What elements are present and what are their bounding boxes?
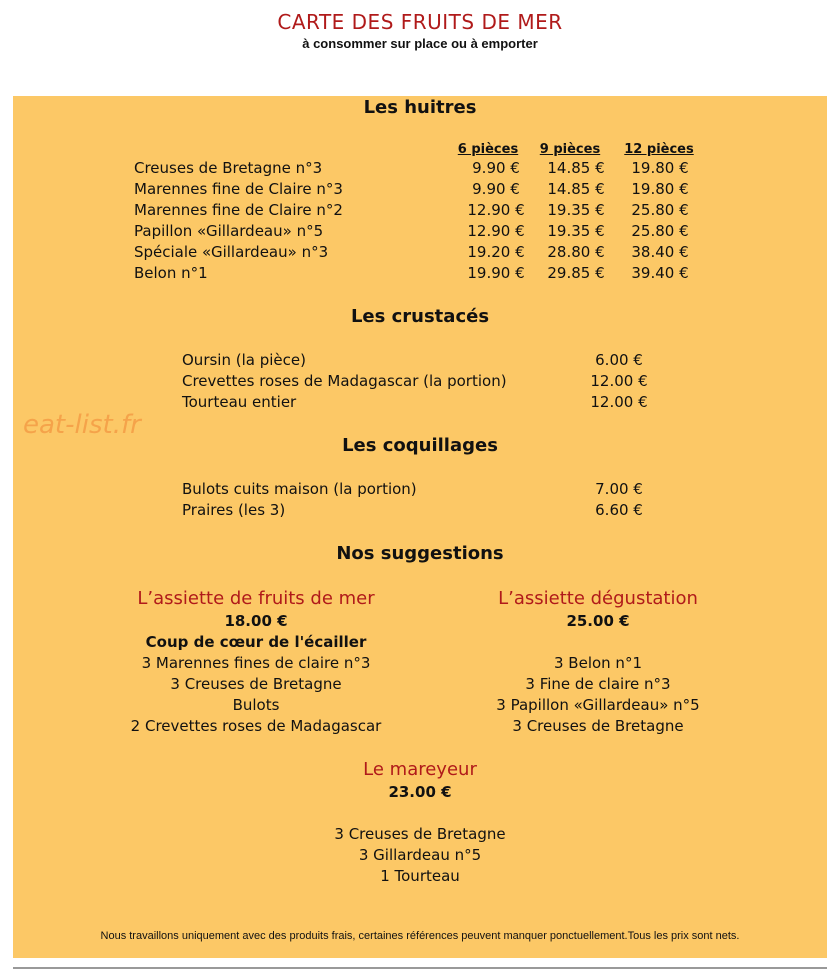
suggestion-item: 2 Crevettes roses de Madagascar	[130, 717, 382, 735]
price-12: 25.80 €	[631, 201, 689, 219]
crustace-row	[13, 350, 827, 371]
coquillage-price: 6.60 €	[595, 501, 643, 519]
huitre-row	[13, 179, 827, 200]
crustace-name: Tourteau entier	[182, 393, 297, 411]
suggestion-item: 3 Creuses de Bretagne	[512, 717, 684, 735]
suggestion-price: 18.00 €	[224, 612, 288, 630]
huitre-row	[13, 263, 827, 284]
suggestion-item: 3 Belon n°1	[553, 654, 642, 672]
section-title-coquillages: Les coquillages	[342, 435, 498, 456]
suggestion-title: L’assiette de fruits de mer	[137, 588, 375, 609]
price-6: 19.90 €	[467, 264, 525, 282]
huitre-row	[13, 200, 827, 221]
price-9: 28.80 €	[547, 243, 605, 261]
suggestion-assiette-fruits	[96, 588, 416, 737]
huitre-name: Creuses de Bretagne n°3	[134, 159, 323, 177]
price-6: 12.90 €	[467, 222, 525, 240]
section-title-crustaces: Les crustacés	[350, 306, 490, 327]
suggestion-price: 23.00 €	[388, 783, 452, 801]
footer-note: Nous travaillons uniquement avec des produits frais, certaines références peuvent manquer ponctuellement.Tous les prix sont nets.	[100, 930, 740, 942]
huitre-name: Marennes fine de Claire n°2	[134, 201, 343, 219]
crustace-row	[13, 371, 827, 392]
suggestion-item: Bulots	[232, 696, 280, 714]
page-title: CARTE DES FRUITS DE MER	[277, 10, 563, 34]
price-6: 19.20 €	[467, 243, 525, 261]
coquillage-price: 7.00 €	[595, 480, 643, 498]
price-9: 14.85 €	[547, 159, 605, 177]
price-9: 19.35 €	[547, 201, 605, 219]
price-12: 25.80 €	[631, 222, 689, 240]
coquillage-row	[13, 479, 827, 500]
suggestion-mareyeur	[270, 759, 570, 887]
suggestion-item: 3 Marennes fines de claire n°3	[141, 654, 371, 672]
suggestion-tagline: Coup de cœur de l'écailler	[145, 633, 367, 651]
huitre-name: Belon n°1	[134, 264, 208, 282]
menu-header	[0, 8, 840, 52]
menu-panel	[13, 96, 827, 958]
price-12: 39.40 €	[631, 264, 689, 282]
section-title-huitres: Les huitres	[363, 97, 477, 118]
huitre-name: Spéciale «Gillardeau» n°3	[134, 243, 329, 261]
price-12: 38.40 €	[631, 243, 689, 261]
column-header-6: 6 pièces	[457, 142, 519, 157]
price-6: 12.90 €	[467, 201, 525, 219]
crustace-name: Crevettes roses de Madagascar (la portion)	[182, 372, 507, 390]
crustace-price: 12.00 €	[590, 372, 648, 390]
huitre-row	[13, 221, 827, 242]
price-12: 19.80 €	[631, 180, 689, 198]
coquillage-name: Praires (les 3)	[182, 501, 286, 519]
price-9: 29.85 €	[547, 264, 605, 282]
suggestion-price: 25.00 €	[566, 612, 630, 630]
suggestion-item: 1 Tourteau	[380, 867, 460, 885]
suggestion-item: 3 Creuses de Bretagne	[170, 675, 342, 693]
huitre-name: Marennes fine de Claire n°3	[134, 180, 343, 198]
crustace-price: 6.00 €	[595, 351, 643, 369]
section-title-suggestions: Nos suggestions	[336, 543, 504, 564]
crustace-price: 12.00 €	[590, 393, 648, 411]
crustace-name: Oursin (la pièce)	[182, 351, 306, 369]
price-9: 14.85 €	[547, 180, 605, 198]
huitre-name: Papillon «Gillardeau» n°5	[134, 222, 324, 240]
suggestion-assiette-degustation	[453, 588, 743, 737]
price-12: 19.80 €	[631, 159, 689, 177]
coquillage-name: Bulots cuits maison (la portion)	[182, 480, 417, 498]
huitre-row	[13, 158, 827, 179]
coquillage-row	[13, 500, 827, 521]
page-subtitle: à consommer sur place ou à emporter	[302, 36, 538, 51]
huitre-row	[13, 242, 827, 263]
suggestion-title: Le mareyeur	[363, 759, 477, 780]
suggestion-item: 3 Gillardeau n°5	[358, 846, 482, 864]
column-header-12: 12 pièces	[624, 142, 694, 157]
suggestion-item: 3 Fine de claire n°3	[525, 675, 671, 693]
bottom-divider	[13, 967, 827, 969]
suggestion-title: L’assiette dégustation	[498, 588, 698, 609]
price-6: 9.90 €	[472, 159, 520, 177]
column-header-9: 9 pièces	[539, 142, 601, 157]
price-6: 9.90 €	[472, 180, 520, 198]
suggestion-item: 3 Creuses de Bretagne	[334, 825, 506, 843]
price-9: 19.35 €	[547, 222, 605, 240]
crustace-row	[13, 392, 827, 413]
suggestion-item: 3 Papillon «Gillardeau» n°5	[496, 696, 700, 714]
watermark: eat-list.fr	[23, 410, 141, 440]
